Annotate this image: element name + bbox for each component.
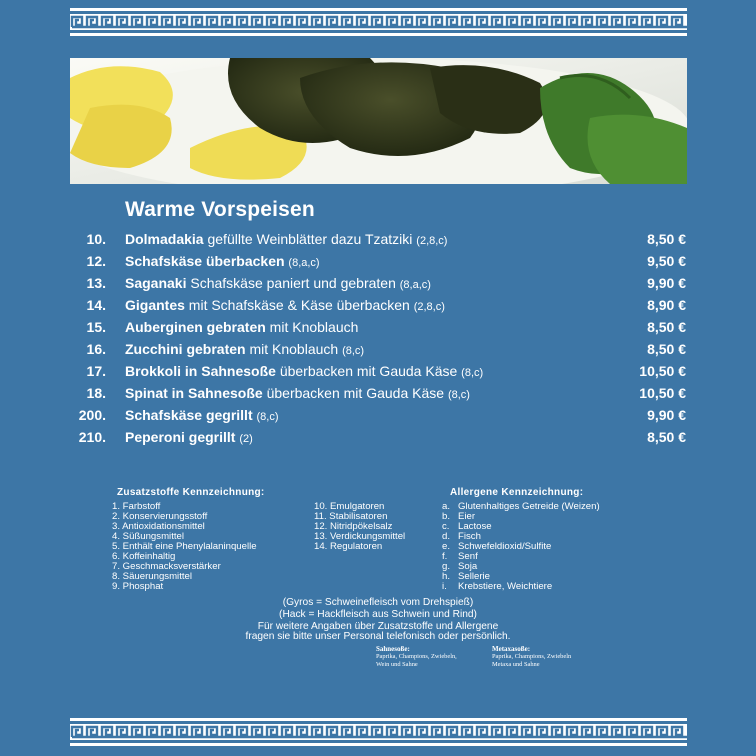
item-name: Spinat in Sahnesoße [125, 385, 263, 401]
sauce-line: Metaxa und Sahne [492, 661, 540, 668]
allergen-label: Sellerie [458, 571, 490, 582]
item-codes: (8,c) [256, 411, 279, 423]
additive-item: 5. Enthält eine Phenylalaninquelle [112, 541, 257, 552]
item-text [125, 382, 470, 406]
additive-item: 4. Süßungsmittel [112, 531, 184, 542]
additive-item: 3. Antioxidationsmittel [112, 521, 205, 532]
item-number: 16. [86, 341, 106, 357]
item-number: 14. [86, 297, 106, 313]
allergen-label: Soja [458, 561, 478, 572]
item-text [125, 360, 483, 384]
additives-list-2 [314, 502, 405, 552]
item-number: 18. [86, 385, 106, 401]
item-price: 8,50 € [647, 319, 686, 335]
item-price: 9,90 € [647, 407, 686, 423]
item-number: 13. [86, 275, 106, 291]
menu-item [0, 316, 756, 338]
item-price: 9,50 € [647, 253, 686, 269]
greek-key-border-top [70, 8, 687, 36]
additive-item: 12. Nitridpökelsalz [314, 521, 393, 532]
item-number: 10. [86, 231, 106, 247]
additive-item: 7. Geschmacksverstärker [112, 561, 221, 572]
allergen-label: Eier [458, 511, 476, 522]
item-price: 8,50 € [647, 231, 686, 247]
item-text [125, 404, 279, 428]
item-text [125, 316, 358, 340]
allergen-key: c. [442, 521, 450, 532]
allergen-label: Senf [458, 551, 478, 562]
allergen-label: Fisch [458, 531, 481, 542]
additive-item: 9. Phosphat [112, 581, 164, 592]
item-text [125, 250, 320, 274]
item-codes: (8,c) [447, 389, 470, 401]
item-price: 10,50 € [639, 385, 686, 401]
allergens-title: Allergene Kennzeichnung: [450, 487, 584, 498]
allergens-list [442, 502, 600, 592]
item-description: mit Knoblauch [245, 341, 343, 357]
item-name: Schafskäse überbacken [125, 253, 285, 269]
hack-note: (Hack = Hackfleisch aus Schwein und Rind) [279, 609, 477, 620]
item-name: Dolmadakia [125, 231, 204, 247]
allergen-key: a. [442, 501, 451, 512]
item-description: überbacken mit Gauda Käse [275, 363, 462, 379]
item-price: 8,90 € [647, 297, 686, 313]
allergen-key: e. [442, 541, 451, 552]
allergen-key: g. [442, 561, 451, 572]
item-text [125, 338, 364, 362]
menu-list [0, 228, 756, 448]
additive-item: 2. Konservierungsstoff [112, 511, 208, 522]
item-codes: (8,c) [342, 345, 365, 357]
item-number: 15. [86, 319, 106, 335]
menu-item [0, 360, 756, 382]
item-description: gefüllte Weinblätter dazu Tzatziki [203, 231, 417, 247]
menu-item [0, 228, 756, 250]
menu-item [0, 272, 756, 294]
allergen-key: f. [442, 551, 448, 562]
sauce-title: Sahnesoße: [376, 645, 410, 653]
menu-item [0, 294, 756, 316]
item-text [125, 272, 431, 296]
info-note-2: fragen sie bitte unser Personal telefonisch oder persönlich. [245, 631, 511, 642]
additive-item: 13. Verdickungsmittel [314, 531, 406, 542]
allergen-label: Lactose [458, 521, 492, 532]
menu-item [0, 404, 756, 426]
item-name: Zucchini gebraten [125, 341, 246, 357]
item-name: Auberginen gebraten [125, 319, 266, 335]
item-text [125, 294, 445, 318]
item-name: Saganaki [125, 275, 187, 291]
item-description: mit Knoblauch [265, 319, 359, 335]
section-heading: Warme Vorspeisen [125, 198, 315, 221]
item-codes: (2,8,c) [416, 235, 448, 247]
sauce-line: Paprika, Champions, Zwiebeln, [376, 653, 457, 660]
additive-item: 1. Farbstoff [112, 501, 161, 512]
menu-item [0, 382, 756, 404]
item-name: Peperoni gegrillt [125, 429, 236, 445]
sauce-note-sahne [376, 645, 457, 669]
additive-item: 8. Säuerungsmittel [112, 571, 192, 582]
item-price: 9,90 € [647, 275, 686, 291]
allergen-label: Schwefeldioxid/Sulfite [458, 541, 552, 552]
sauce-line: Wein und Sahne [376, 661, 418, 668]
info-note-1: Für weitere Angaben über Zusatzstoffe und Allergene [257, 621, 499, 632]
dolmadakia-photo [70, 58, 687, 184]
allergen-key: h. [442, 571, 451, 582]
item-codes: (2,8,c) [413, 301, 445, 313]
greek-key-pattern-bottom [70, 718, 687, 746]
allergen-label: Krebstiere, Weichtiere [458, 581, 553, 592]
additive-item: 11. Stabilisatoren [314, 511, 388, 522]
item-text [125, 426, 253, 450]
allergen-key: b. [442, 511, 451, 522]
menu-item [0, 426, 756, 448]
allergen-item [442, 582, 600, 592]
menu-item [0, 338, 756, 360]
item-number: 200. [78, 407, 106, 423]
item-description: Schafskäse paniert und gebraten [186, 275, 400, 291]
item-codes: (2) [239, 433, 253, 445]
greek-key-border-bottom [70, 718, 687, 746]
item-number: 12. [86, 253, 106, 269]
item-codes: (8,a,c) [399, 279, 431, 291]
item-name: Gigantes [125, 297, 185, 313]
sauce-title: Metaxasoße: [492, 645, 531, 653]
item-text [125, 228, 447, 252]
item-codes: (8,c) [461, 367, 484, 379]
item-price: 10,50 € [639, 363, 686, 379]
item-number: 17. [86, 363, 106, 379]
item-name: Brokkoli in Sahnesoße [125, 363, 276, 379]
allergen-label: Glutenhaltiges Getreide (Weizen) [458, 501, 600, 512]
additive-item: 10. Emulgatoren [314, 501, 385, 512]
item-description: überbacken mit Gauda Käse [262, 385, 448, 401]
sauce-line: Paprika, Champions, Zwiebeln [492, 653, 572, 660]
item-number: 210. [78, 429, 106, 445]
item-price: 8,50 € [647, 429, 686, 445]
additive-item: 6. Koffeinhaltig [112, 551, 176, 562]
item-codes: (8,a,c) [288, 257, 320, 269]
sauce-note-metaxa [492, 645, 571, 669]
greek-key-pattern-top [70, 8, 687, 36]
allergen-key: d. [442, 531, 451, 542]
additives-title: Zusatzstoffe Kennzeichnung: [117, 487, 265, 498]
gyros-note: (Gyros = Schweinefleisch vom Drehspieß) [282, 597, 474, 608]
additives-list-1 [112, 502, 257, 592]
item-name: Schafskäse gegrillt [125, 407, 253, 423]
additive-item: 14. Regulatoren [314, 541, 383, 552]
item-price: 8,50 € [647, 341, 686, 357]
item-description: mit Schafskäse & Käse überbacken [184, 297, 414, 313]
menu-item [0, 250, 756, 272]
allergen-key: i. [442, 581, 447, 592]
